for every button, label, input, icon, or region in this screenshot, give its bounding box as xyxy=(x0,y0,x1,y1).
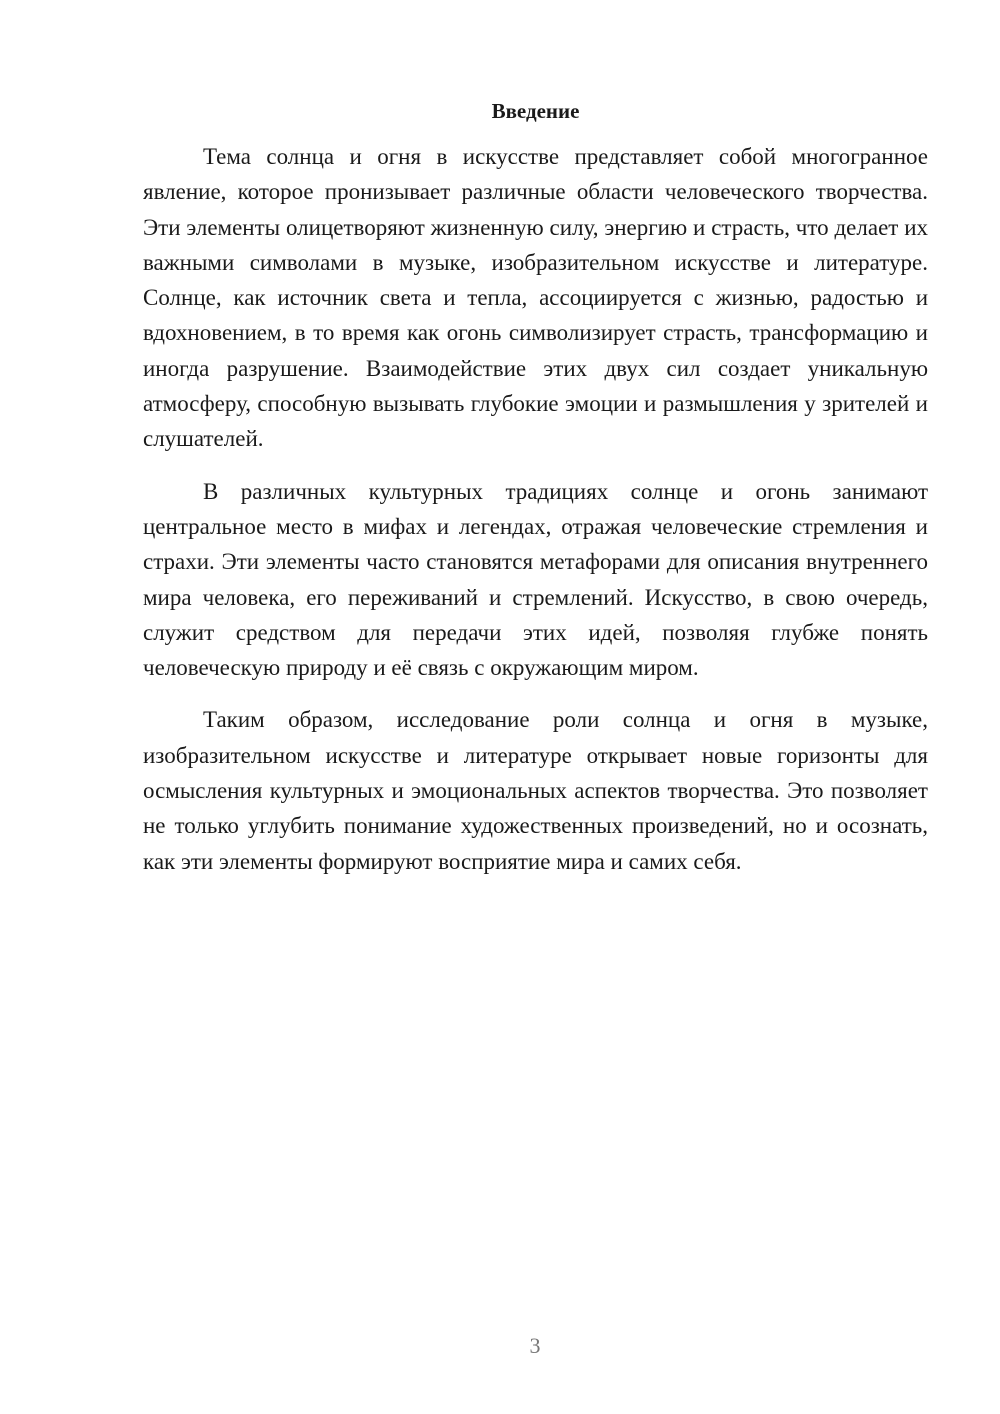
paragraph-1: Тема солнца и огня в искусстве представляет собой многогранное явление, которое пронизывает различные области человеческого творчества. Эти элементы олицетворяют жизненную силу, энергию и страсть, что делает их важными символами в музыке, изобразительном искусстве и литературе. Солнце, как источник света и тепла, ассоциируется с жизнью, радостью и вдохновением, в то время как огонь символизирует страсть, трансформацию и иногда разрушение. Взаимодействие этих двух сил создает уникальную атмосферу, способную вызывать глубокие эмоции и размышления у зрителей и слушателей. xyxy=(143,144,928,452)
paragraph-2: В различных культурных традициях солнце и огонь занимают центральное место в мифах и легендах, отражая человеческие стремления и страхи. Эти элементы часто становятся метафорами для описания внутреннего мира человека, его переживаний и стремлений. Искусство, в свою очередь, служит средством для передачи этих идей, позволяя глубже понять человеческую природу и её связь с окружающим миром. xyxy=(143,478,928,681)
page-number: 3 xyxy=(529,1333,541,1358)
section-title: Введение xyxy=(491,99,580,123)
page-content xyxy=(143,95,928,879)
paragraph-3: Таким образом, исследование роли солнца и огня в музыке, изобразительном искусстве и литературе открывает новые горизонты для осмысления культурных и эмоциональных аспектов творчества. Это позволяет не только углубить понимание художественных произведений, но и осознать, как эти элементы формируют восприятие мира и самих себя. xyxy=(143,707,928,874)
